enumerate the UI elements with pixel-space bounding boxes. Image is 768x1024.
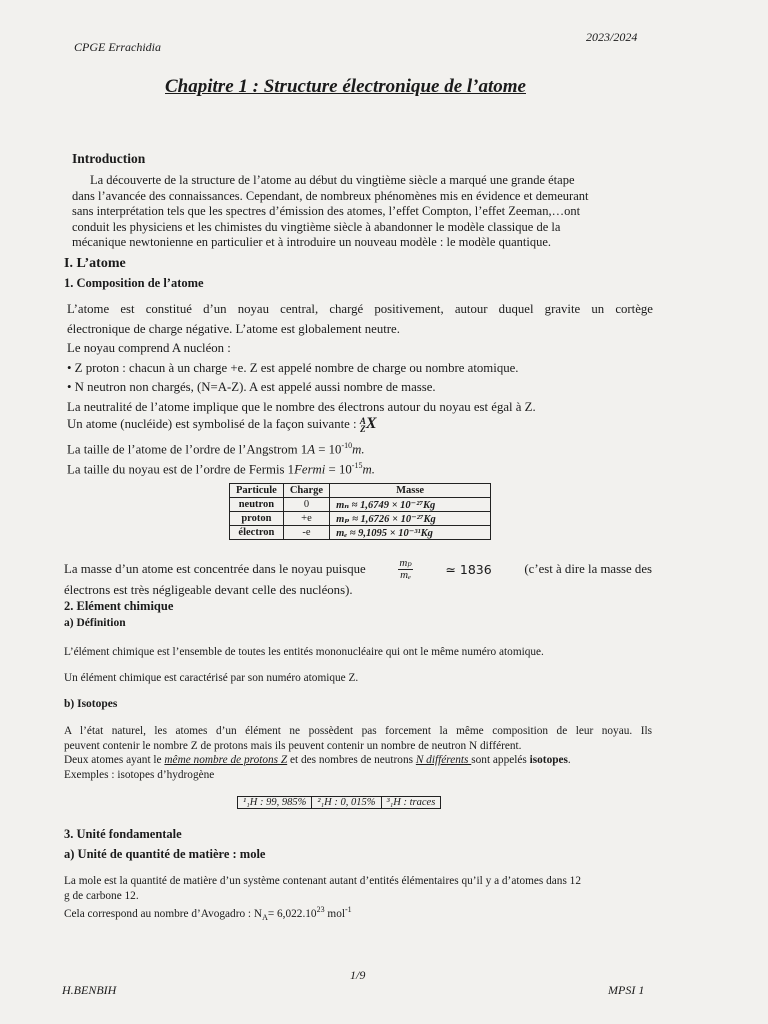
element-symbol: X (365, 415, 377, 432)
nucleus-size-line (67, 456, 375, 480)
text-line: • Z proton : chacun à un charge +e. Z est appelé nombre de charge ou nombre atomique. (67, 360, 519, 375)
intro-line: sans interprétation tels que les spectres d’émission des atomes, l’effet Compton, l’effet Zeeman,…ont (72, 204, 581, 218)
superscript: -1 (344, 905, 352, 914)
mass-text-continued: électrons est très négligeable devant celle des nucléons). (64, 583, 353, 597)
table-cell: -e (283, 526, 329, 540)
isotope-abundance-box (237, 796, 441, 809)
intro-paragraph (72, 173, 652, 251)
mass-ratio-line (64, 558, 652, 581)
text-span: et des nombres de neutrons (287, 754, 416, 766)
isotopes-paragraph (64, 724, 652, 782)
table-cell: mₙ ≈ 1,6749 × 10⁻²⁷Kg (330, 498, 491, 512)
table-cell: mₑ ≈ 9,1095 × 10⁻³¹Kg (330, 526, 491, 540)
underlined-text: N différents (415, 754, 472, 766)
text-line: L’atome est constitué d’un noyau central, chargé positivement, autour duquel gravite un cortège (67, 302, 653, 316)
ratio-denominator: mₑ (400, 569, 411, 581)
table-header-row (230, 484, 491, 498)
fermi-unit: Fermi (294, 462, 326, 477)
definition-line: L’élément chimique est l’ensemble de toutes les entités mononucléaire qui ont le même numéro atomique. (64, 646, 544, 658)
atom-size-text: La taille de l’atome de l’ordre de l’Angstrom 1 (67, 442, 308, 457)
text-span: sont appelés (471, 754, 530, 766)
atomic-number-index: Z (360, 424, 366, 435)
atom-size-exponent: -10 (341, 441, 353, 450)
isotope-entry: ²₁H : 0, 015% (312, 797, 381, 808)
underlined-text: même nombre de protons Z (164, 754, 288, 766)
intro-heading: Introduction (72, 151, 146, 166)
nucleus-size-unit: m. (362, 462, 375, 477)
table-header: Particule (230, 484, 284, 498)
table-cell: mₚ ≈ 1,6726 × 10⁻²⁷Kg (330, 512, 491, 526)
composition-text (67, 300, 653, 417)
text-span: = 6,022.10 (267, 907, 317, 920)
table-row (230, 512, 491, 526)
text-line: La mole est la quantité de matière d’un système contenant autant d’entités élémentaires qu’il y a d’atomes dans 12 (64, 875, 581, 887)
isotope-entry: ¹₁H : 99, 985% (238, 797, 312, 808)
text-line: électronique de charge négative. L’atome est globalement neutre. (67, 321, 400, 336)
chapter-title: Chapitre 1 : Structure électronique de l’atome (165, 76, 526, 97)
intro-line: conduit les physiciens et les chimistes du vingtième siècle à abandonner le modèle classique de la (72, 219, 561, 234)
table-cell: proton (230, 512, 284, 526)
subsection-heading-isotopes: b) Isotopes (64, 698, 118, 710)
table-cell: neutron (230, 498, 284, 512)
table-cell: +e (283, 512, 329, 526)
table-row (230, 526, 491, 540)
text-span: . (567, 754, 571, 766)
nucleus-size-text: La taille du noyau est de l’ordre de Fermis 1 (67, 462, 295, 477)
section-heading-unit: 3. Unité fondamentale (64, 827, 182, 841)
bold-term: isotopes (529, 754, 568, 766)
nucleus-size-value: = 10 (325, 462, 352, 477)
mass-text: La masse d’un atome est concentrée dans le noyau puisque (64, 562, 366, 576)
footer-author: H.BENBIH (62, 983, 117, 997)
section-heading-atome: I. L’atome (64, 256, 126, 271)
text-span: Deux atomes ayant le (64, 754, 165, 766)
symbol-line (67, 414, 377, 435)
ratio-value: ≃ 1836 (445, 562, 492, 577)
table-header: Masse (330, 484, 491, 498)
mole-paragraph (64, 874, 656, 926)
text-line: Exemples : isotopes d’hydrogène (64, 768, 215, 781)
mass-number-index: A (359, 416, 366, 427)
school-name: CPGE Errachidia (74, 40, 161, 54)
subscript: A (262, 913, 268, 923)
text-line: A l’état naturel, les atomes d’un élément ne possèdent pas forcement la même composition de leur noyau. Ils (64, 725, 652, 737)
table-header: Charge (283, 484, 329, 498)
definition-line: Un élément chimique est caractérisé par son numéro atomique Z. (64, 672, 359, 684)
text-span: mol (324, 907, 345, 920)
intro-line: mécanique newtonienne en particulier et à introduire un nouveau modèle : le modèle quantique. (72, 235, 551, 249)
academic-year: 2023/2024 (586, 30, 638, 44)
avogadro-line (64, 903, 656, 926)
subsection-heading-definition: a) Définition (64, 617, 126, 629)
subsection-heading-composition: 1. Composition de l’atome (64, 276, 204, 290)
footer-class: MPSI 1 (608, 983, 645, 997)
intro-line: La découverte de la structure de l’atome au début du vingtième siècle a marqué une grande étape (90, 173, 575, 187)
table-row (230, 498, 491, 512)
ratio-numerator: mₚ (399, 557, 412, 569)
mass-text: (c’est à dire la masse des (524, 562, 652, 576)
text-line: • N neutron non chargés, (N=A-Z). A est appelé aussi nombre de masse. (67, 380, 436, 394)
text-line: g de carbone 12. (64, 889, 139, 902)
text-line: La neutralité de l’atome implique que le nombre des électrons autour du noyau est égal à Z. (67, 399, 536, 414)
text-line: peuvent contenir le nombre Z de protons mais ils peuvent contenir un nombre de neutron N différent. (64, 739, 522, 752)
footer-page-number: 1/9 (350, 968, 366, 982)
angstrom-unit: A (307, 442, 316, 457)
intro-line: dans l’avancée des connaissances. Cependant, de nombreux phénomènes mis en évidence et demeurant (72, 188, 589, 203)
atom-size-unit: m. (352, 442, 365, 457)
table-cell: électron (230, 526, 284, 540)
text-line: Le noyau comprend A nucléon : (67, 341, 231, 355)
atom-size-value: = 10 (315, 442, 342, 457)
superscript: 23 (316, 905, 325, 914)
section-heading-element: 2. Elément chimique (64, 599, 174, 613)
nucleus-size-exponent: -15 (351, 461, 363, 470)
table-cell: 0 (283, 498, 329, 512)
subsection-heading-mole: a) Unité de quantité de matière : mole (64, 847, 266, 861)
particle-table (229, 483, 491, 540)
text-line (64, 753, 652, 768)
mass-ratio-fraction (398, 558, 412, 581)
isotope-entry: ³₁H : traces (386, 797, 436, 808)
symbol-text: Un atome (nucléide) est symbolisé de la façon suivante : (67, 417, 357, 431)
text-span: Cela correspond au nombre d’Avogadro : N (64, 907, 263, 920)
